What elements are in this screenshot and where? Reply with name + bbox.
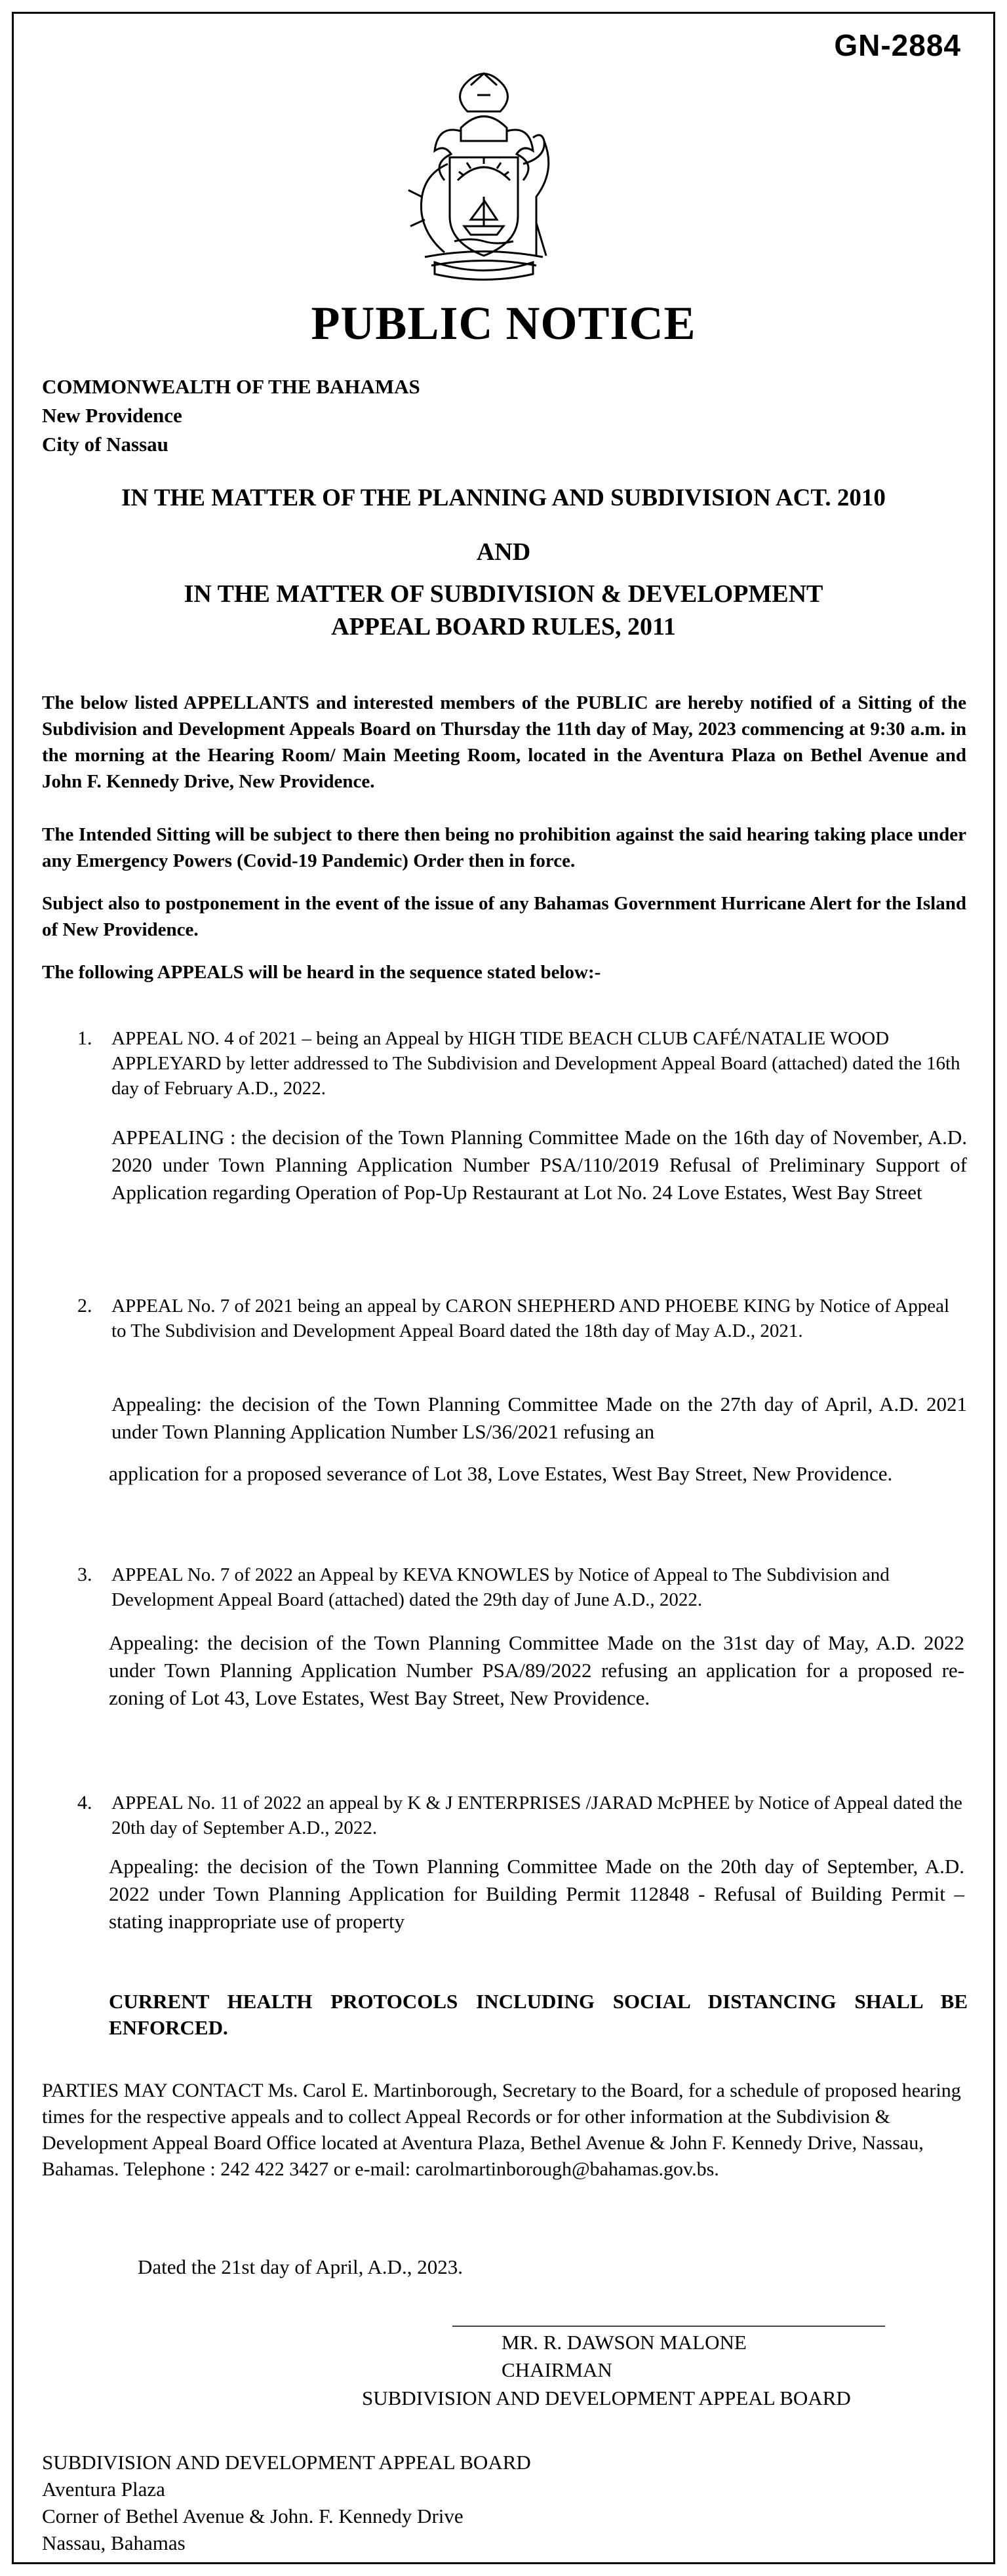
bahamas-coat-of-arms-icon (372, 66, 595, 282)
intro-paragraph-2: The Intended Sitting will be subject to there then being no prohibition against the said hearing taking place under any Emergency Powers (Covid-19 Pandemic) Order then in force. (42, 824, 966, 871)
appeal-3-number: 3. (77, 1564, 92, 1585)
page-title: PUBLIC NOTICE (311, 297, 696, 349)
coat-of-arms-svg (372, 66, 595, 282)
header-line-3: City of Nassau (42, 433, 168, 456)
dated-line: Dated the 21st day of April, A.D., 2023. (138, 2255, 463, 2278)
notice-code: GN-2884 (834, 28, 961, 62)
intro-paragraph-1: The below listed APPELLANTS and interested members of the PUBLIC are hereby notified of a Sitting of the Subdivision and Development Appeals Board on Thursday the 11th day of May, 2023 commencing at 9:30 a.m. in the morning at the Hearing Room/ Main Meeting Room, located in the Aventura Plaza on Bethel Avenue and John F. Kennedy Drive, New Providence. (42, 692, 966, 792)
header-line-1: COMMONWEALTH OF THE BAHAMAS (42, 375, 420, 398)
appeal-4-body: Appealing: the decision of the Town Planning Committee Made on the 20th day of September, A.D. 2022 under Town Planning Application for Building Permit 112848 - Refusal of Building Permit – stating inappropriate use of property (109, 1855, 964, 1933)
intro-paragraph-3: Subject also to postponement in the event of the issue of any Bahamas Government Hurricane Alert for the Island of New Providence. (42, 893, 966, 940)
signatory-name: MR. R. DAWSON MALONE (502, 2331, 747, 2354)
matter-and: AND (476, 538, 531, 566)
appeal-2-body-cont: application for a proposed severance of Lot 38, Love Estates, West Bay Street, New Providence. (109, 1462, 893, 1485)
appeal-4-number: 4. (77, 1792, 92, 1813)
footer-line-4: Nassau, Bahamas (42, 2531, 186, 2554)
matter-line-2: IN THE MATTER OF SUBDIVISION & DEVELOPMENT (184, 580, 823, 608)
matter-line-1: IN THE MATTER OF THE PLANNING AND SUBDIVISION ACT. 2010 (121, 485, 886, 511)
appeal-2-body: Appealing: the decision of the Town Planning Committee Made on the 27th day of April, A.D. 2021 under Town Planning Application Number LS/36/2021 refusing an (111, 1393, 967, 1443)
appeal-1-number: 1. (77, 1027, 92, 1049)
footer-address (42, 2449, 531, 2556)
footer-line-1: SUBDIVISION AND DEVELOPMENT APPEAL BOARD (42, 2451, 531, 2474)
appeal-1-heading: APPEAL NO. 4 of 2021 – being an Appeal by HIGH TIDE BEACH CLUB CAFÉ/NATALIE WOOD APPLEYARD by letter addressed to The Subdivision and Development Appeal Board (attached) dated the 16th day of February A.D., 2022. (111, 1028, 960, 1099)
signatory-board: SUBDIVISION AND DEVELOPMENT APPEAL BOARD (362, 2387, 851, 2409)
signature-line (452, 2326, 885, 2327)
appeal-2-number: 2. (77, 1295, 92, 1317)
contact-paragraph: PARTIES MAY CONTACT Ms. Carol E. Martinborough, Secretary to the Board, for a schedule of proposed hearing times for the respective appeals and to collect Appeal Records or for other information at the Subdivision & Development Appeal Board Office located at Aventura Plaza, Bethel Avenue & John F. Kennedy Drive, Nassau, Bahamas. Telephone : 242 422 3427 or e-mail: carolmartinborough@bahamas.gov.bs. (42, 2080, 961, 2180)
appeal-1-body: APPEALING : the decision of the Town Planning Committee Made on the 16th day of November, A.D. 2020 under Town Planning Application Number PSA/110/2019 Refusal of Preliminary Support of Application regarding Operation of Pop-Up Restaurant at Lot No. 24 Love Estates, West Bay Street (111, 1126, 967, 1204)
header-line-2: New Providence (42, 404, 182, 427)
appeal-4-heading: APPEAL No. 11 of 2022 an appeal by K & J ENTERPRISES /JARAD McPHEE by Notice of Appeal dated the 20th day of September A.D., 2022. (111, 1793, 962, 1838)
appeal-3-heading: APPEAL No. 7 of 2022 an Appeal by KEVA KNOWLES by Notice of Appeal to The Subdivision and Development Appeal Board (attached) dated the 29th day of June A.D., 2022. (111, 1564, 890, 1610)
jurisdiction-header (42, 372, 420, 459)
appeal-3-body: Appealing: the decision of the Town Planning Committee Made on the 31st day of May, A.D. 2022 under Town Planning Application Number PSA/89/2022 refusing an application for a proposed re-zoning of Lot 43, Love Estates, West Bay Street, New Providence. (109, 1631, 964, 1709)
footer-line-2: Aventura Plaza (42, 2478, 165, 2501)
signatory-role: CHAIRMAN (502, 2358, 612, 2381)
matter-line-3: APPEAL BOARD RULES, 2011 (331, 613, 676, 641)
footer-line-3: Corner of Bethel Avenue & John. F. Kennedy Drive (42, 2505, 464, 2527)
appeal-2-heading: APPEAL No. 7 of 2021 being an appeal by CARON SHEPHERD AND PHOEBE KING by Notice of Appeal to The Subdivision and Development Appeal Board dated the 18th day of May A.D., 2021. (111, 1296, 950, 1341)
intro-paragraph-4: The following APPEALS will be heard in the sequence stated below:- (42, 962, 601, 983)
health-protocols-notice: CURRENT HEALTH PROTOCOLS INCLUDING SOCIAL DISTANCING SHALL BE ENFORCED. (109, 1990, 968, 2039)
